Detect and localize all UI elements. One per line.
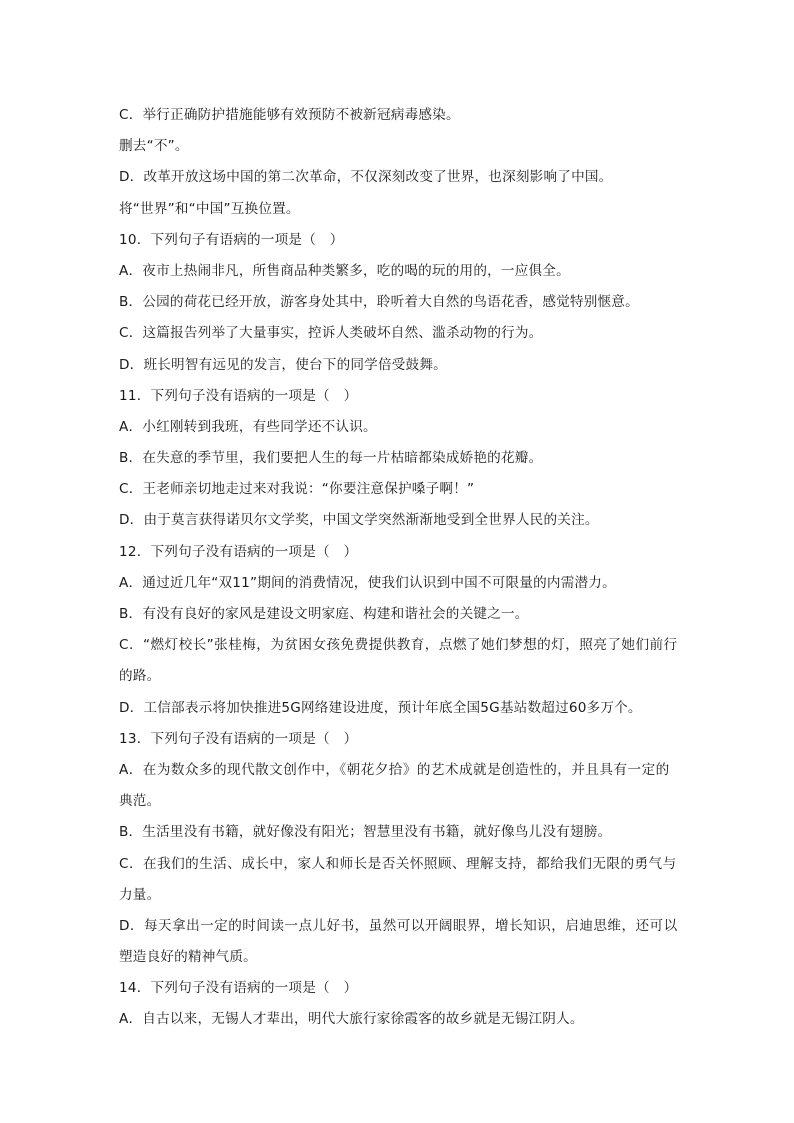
option-d-q10: D．班长明智有远见的发言，使台下的同学倍受鼓舞。 xyxy=(119,356,447,373)
option-c-q10: C．这篇报告列举了大量事实，控诉人类破坏自然、滥杀动物的行为。 xyxy=(119,325,543,342)
question-text-block xyxy=(119,100,679,1036)
revision-note-d-q9: 将“世界”和“中国”互换位置。 xyxy=(119,200,300,217)
option-b-q10: B．公园的荷花已经开放，游客身处其中，聆听着大自然的鸟语花香，感觉特别惬意。 xyxy=(119,294,639,311)
option-d-q13-line1: D．每天拿出一定的时间读一点儿好书，虽然可以开阔眼界，增长知识，启迪思维，还可以 xyxy=(119,917,678,934)
question-10-stem: 10．下列句子有语病的一项是（ ） xyxy=(119,231,344,248)
option-d-q11: D．由于莫言获得诺贝尔文学奖，中国文学突然渐渐地受到全世界人民的关注。 xyxy=(119,512,599,529)
option-c-q12-line1: C．“燃灯校长”张桂梅，为贫困女孩免费提供教育，点燃了她们梦想的灯，照亮了她们前行 xyxy=(119,637,678,654)
option-c-q11: C．王老师亲切地走过来对我说：“你要注意保护嗓子啊！” xyxy=(119,481,475,498)
option-d-q9: D．改革开放这场中国的第二次革命，不仅深刻改变了世界，也深刻影响了中国。 xyxy=(119,169,613,186)
option-c-q9: C．举行正确防护措施能够有效预防不被新冠病毒感染。 xyxy=(119,107,460,123)
option-a-q11: A．小红刚转到我班，有些同学还不认识。 xyxy=(119,418,377,435)
revision-note-c-q9: 删去“不”。 xyxy=(119,138,189,155)
question-12-stem: 12．下列句子没有语病的一项是（ ） xyxy=(119,543,358,560)
question-11-stem: 11．下列句子没有语病的一项是（ ） xyxy=(119,387,358,404)
option-c-q13-line2: 力量。 xyxy=(119,886,161,903)
question-13-stem: 13．下列句子没有语病的一项是（ ） xyxy=(119,730,358,747)
option-a-q13-line2: 典范。 xyxy=(119,793,161,810)
option-a-q13-line1: A．在为数众多的现代散文创作中，《朝花夕拾》的艺术成就是创造性的，并且具有一定的 xyxy=(119,761,670,778)
option-a-q12: A．通过近几年“双11”期间的消费情况，使我们认识到中国不可限量的内需潜力。 xyxy=(119,574,616,591)
option-b-q11: B．在失意的季节里，我们要把人生的每一片枯暗都染成娇艳的花瓣。 xyxy=(119,450,543,467)
option-a-q14: A．自古以来，无锡人才辈出，明代大旅行家徐霞客的故乡就是无锡江阴人。 xyxy=(119,1011,584,1028)
option-d-q12: D．工信部表示将加快推进5G网络建设进度，预计年底全国5G基站数超过60多万个。 xyxy=(119,699,642,716)
option-a-q10: A．夜市上热闹非凡，所售商品种类繁多，吃的喝的玩的用的，一应俱全。 xyxy=(119,262,570,279)
question-14-stem: 14．下列句子没有语病的一项是（ ） xyxy=(119,980,358,997)
option-b-q12: B．有没有良好的家风是建设文明家庭、构建和谐社会的关键之一。 xyxy=(119,606,529,622)
option-b-q13: B．生活里没有书籍，就好像没有阳光；智慧里没有书籍，就好像鸟儿没有翅膀。 xyxy=(119,824,612,841)
option-d-q13-line2: 塑造良好的精神气质。 xyxy=(119,949,257,966)
option-c-q12-line2: 的路。 xyxy=(119,668,161,685)
option-c-q13-line1: C．在我们的生活、成长中，家人和师长是否关怀照顾、理解支持，都给我们无限的勇气与 xyxy=(119,855,677,872)
